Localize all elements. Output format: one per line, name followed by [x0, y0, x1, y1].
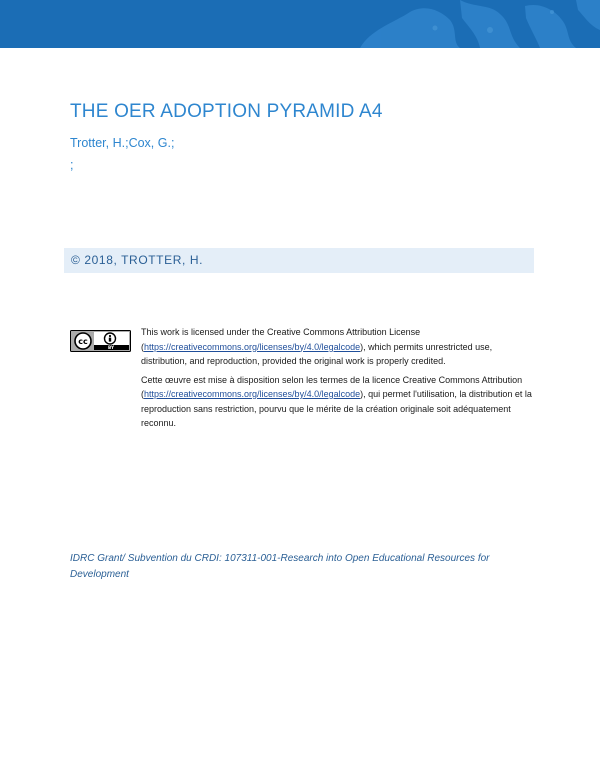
cc-by-license-icon	[70, 330, 131, 352]
license-link-fr[interactable]: https://creativecommons.org/licenses/by/4.0/legalcode	[144, 389, 361, 399]
license-link-en[interactable]: https://creativecommons.org/licenses/by/4.0/legalcode	[144, 341, 361, 352]
authors: Trotter, H.;Cox, G.;	[70, 136, 175, 150]
cc-symbol-text: cc	[78, 337, 88, 346]
author-affiliation-placeholder: ;	[70, 158, 74, 172]
document-title: THE OER ADOPTION PYRAMID A4	[70, 101, 383, 122]
header-band	[0, 0, 600, 48]
copyright-bar	[64, 248, 534, 273]
license-french: Cette œuvre est mise à disposition selon les termes de la licence Creative Commons Attribution (https://creativecommons.org/licenses/by/4.0/legalcode), qui permet l'utilisation, la distribution et la reproduction sans restriction, pourvu que le mérite de la création originale soit adéquatement reconnu.	[141, 374, 532, 428]
by-symbol-text: BY	[108, 345, 114, 351]
grant-info: IDRC Grant/ Subvention du CRDI: 107311-001-Research into Open Educational Resources for Development	[70, 553, 490, 580]
world-map-graphic	[340, 0, 600, 48]
license-english: This work is licensed under the Creative Commons Attribution License (https://creativecommons.org/licenses/by/4.0/legalcode), which permits unrestricted use, distribution, and reproduction, provided the original work is properly credited.	[141, 327, 493, 366]
license-text	[141, 325, 533, 435]
copyright-text: © 2018, TROTTER, H.	[71, 253, 204, 267]
